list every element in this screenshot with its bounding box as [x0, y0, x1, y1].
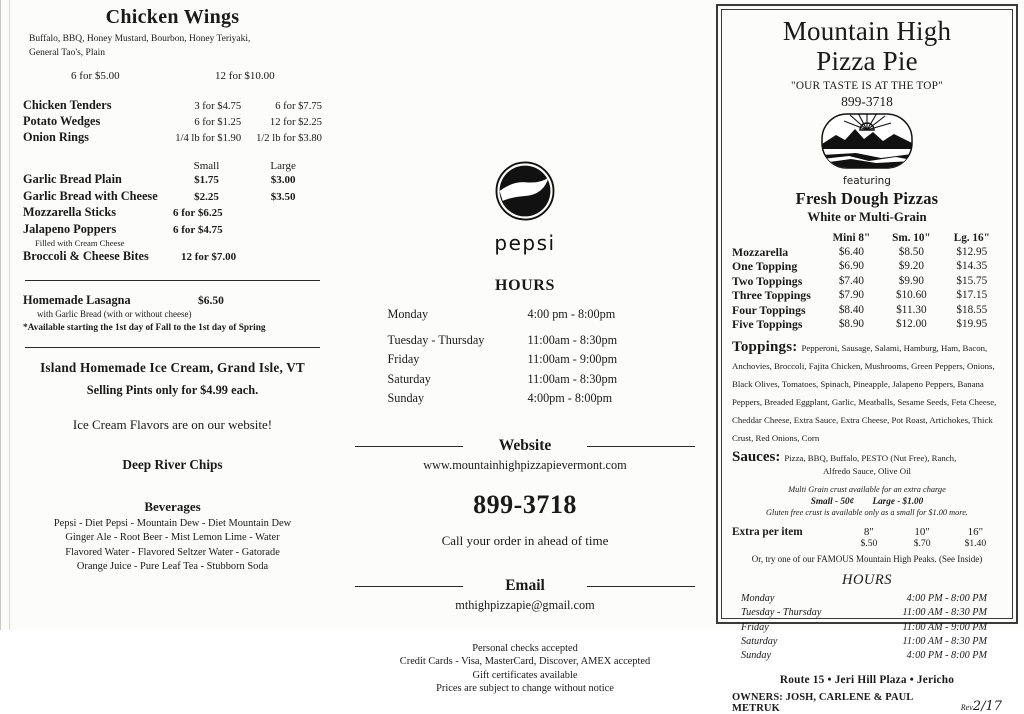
brand-slogan: "OUR TASTE IS AT THE TOP" [791, 80, 943, 92]
hours-row [741, 606, 993, 620]
item-price-2: 6 for $7.75 [275, 101, 322, 112]
extra-size-10: 10" [914, 525, 930, 538]
col-header-large: Lg. 16" [953, 232, 990, 244]
website-section-header [345, 437, 705, 455]
brand-title-line-2: Pizza Pie [816, 46, 918, 76]
item-name: Mozzarella Sticks [23, 205, 117, 219]
fineprint-line: Credit Cards - Visa, MasterCard, Discover, AMEX accepted [399, 656, 651, 667]
beverage-line: Flavored Water - Flavored Seltzer Water - Gatorade [65, 546, 280, 558]
ice-cream-pints: Selling Pints only for $4.99 each. [86, 382, 259, 397]
hours-day: Friday [741, 621, 769, 633]
item-name: Chicken Tenders [23, 98, 112, 112]
lasagna-note: with Garlic Bread (with or without cheese) [37, 308, 192, 319]
payment-fineprint [345, 642, 705, 696]
menu-row [23, 189, 322, 206]
item-price-large: $3.00 [270, 174, 296, 186]
item-note: Filled with Cream Cheese [35, 238, 125, 248]
item-name: Garlic Bread with Cheese [23, 188, 158, 203]
item-name: Garlic Bread Plain [23, 172, 122, 186]
rule-left [355, 586, 463, 587]
mountain-sunrise-logo-icon [821, 113, 913, 169]
price-small: $11.30 [896, 303, 927, 316]
wing-flavors-line-1: Buffalo, BBQ, Honey Mustard, Bourbon, Honey Teriyaki, [29, 34, 251, 44]
mountain-logo-block [732, 113, 1002, 174]
item-price-1: 3 for $4.75 [194, 101, 242, 112]
toppings-section [732, 338, 1002, 446]
price-mini: $7.40 [838, 274, 864, 287]
size-header-row [23, 160, 322, 172]
right-panel [716, 4, 1018, 714]
hours-time: 11:00 AM - 8:30 PM [902, 635, 987, 647]
row-label: Mozzarella [732, 245, 789, 259]
rule-left [355, 446, 463, 447]
ice-cream-headline: Island Homemade Ice Cream, Grand Isle, VT [40, 359, 305, 375]
price-large: $14.35 [956, 260, 988, 273]
column-header-small: Small [193, 160, 220, 172]
beverages-list [23, 517, 322, 575]
hours-day: Sunday [741, 650, 771, 662]
price-mini: $8.40 [838, 303, 864, 316]
ice-cream-flavors-note: Ice Cream Flavors are on our website! [72, 416, 273, 432]
famous-peaks-note: Or, try one of our FAMOUS Mountain High Peaks. (See Inside) [751, 553, 983, 564]
hours-row [741, 635, 993, 649]
right-panel-inner-border [721, 9, 1013, 714]
price-large: $18.55 [956, 303, 988, 316]
brand-phone[interactable]: 899-3718 [841, 94, 893, 109]
menu-row [23, 205, 322, 222]
hours-time: 11:00am - 8:30pm [527, 371, 618, 386]
item-price-2: 1/2 lb for $3.80 [256, 133, 322, 144]
item-price-large: $3.50 [270, 190, 296, 203]
item-price: 6 for $4.75 [173, 223, 223, 236]
left-panel [0, 0, 340, 630]
center-phone-number[interactable]: 899-3718 [473, 489, 577, 519]
brand-title-line-1: Mountain High [782, 16, 952, 46]
table-row [732, 259, 1002, 273]
table-row [732, 288, 1002, 302]
hours-row [388, 370, 663, 390]
wing-price-6: 6 for $5.00 [71, 70, 120, 82]
pepsi-wordmark: pepsi [494, 231, 556, 255]
hours-time: 4:00 PM - 8:00 PM [906, 650, 987, 662]
extra-per-item-row [732, 526, 1002, 538]
table-header-row [732, 232, 1002, 245]
extra-size-16: 16" [967, 525, 984, 538]
revision-value: 2/17 [972, 699, 1002, 714]
toppings-list: Pepperoni, Sausage, Salami, Hamburg, Ham, Bacon, Anchovies, Broccoli, Fajita Chicken, Mushrooms, Green Peppers, Onions, Black Olives, Tomatoes, Spinach, Pineapple, Jalapeno Peppers, Banana Peppers, Breaded Eggplant, Garlic, Meatballs, Sesame Seeds, Feta Cheese, Cheddar Cheese, Extra Sauce, Extra Cheese, Pot Roast, Artichokes, Thick Crust, Red Onions, Corn [732, 343, 997, 444]
row-label: Three Toppings [732, 288, 811, 303]
rule-right [587, 446, 695, 447]
email-label: Email [495, 577, 555, 594]
item-price-small: $1.75 [194, 174, 219, 186]
col-header-item [732, 232, 822, 245]
menu-row [23, 249, 322, 266]
item-price: $6.50 [198, 294, 224, 307]
wing-prices-row [23, 70, 322, 82]
spacer [23, 160, 169, 172]
toppings-label: Toppings: [732, 339, 798, 356]
hours-time: 4:00pm - 8:00pm [527, 391, 613, 405]
pepsi-globe-icon [494, 160, 556, 222]
revision-label: Rev [960, 703, 973, 713]
price-large: $12.95 [956, 246, 988, 258]
deep-river-chips-title: Deep River Chips [122, 456, 223, 472]
center-panel [345, 0, 705, 694]
owners-row [732, 692, 1002, 714]
hours-time: 11:00am - 8:30pm [527, 332, 618, 347]
item-name: Broccoli & Cheese Bites [23, 249, 149, 263]
item-price-1: 1/4 lb for $1.90 [175, 133, 242, 144]
center-hours-table [388, 305, 663, 409]
hours-row [388, 389, 663, 409]
menu-row [23, 172, 322, 189]
item-name: Potato Wedges [23, 114, 101, 128]
table-row [732, 303, 1002, 317]
price-large: $19.95 [956, 318, 988, 331]
hours-time: 11:00 AM - 9:00 PM [902, 621, 987, 633]
wing-price-12: 12 for $10.00 [215, 70, 275, 82]
hours-row [388, 331, 663, 351]
price-mini: $7.90 [838, 289, 864, 302]
row-label: Four Toppings [732, 302, 806, 317]
featuring-label: featuring [843, 175, 891, 187]
beverage-line: Ginger Ale - Root Beer - Mist Lemon Lime - Water [65, 532, 280, 543]
store-address: Route 15 • Jeri Hill Plaza • Jericho [779, 674, 955, 687]
price-mini: $6.90 [838, 260, 864, 273]
hours-row [741, 621, 993, 635]
column-header-large: Large [270, 160, 296, 172]
row-label: Five Toppings [732, 317, 803, 332]
website-label: Website [489, 437, 562, 454]
menu-row [23, 98, 322, 114]
price-small: $8.50 [898, 246, 924, 258]
pepsi-logo-block [345, 160, 705, 255]
beverages-title: Beverages [144, 498, 201, 514]
hours-row [741, 592, 993, 606]
multigrain-prices [732, 496, 1002, 506]
beverage-line: Pepsi - Diet Pepsi - Mountain Dew - Diet Mountain Dew [53, 517, 292, 529]
hours-day: Monday [741, 592, 775, 604]
extra-size-8: 8" [863, 525, 874, 538]
page-fold-line [9, 0, 10, 630]
hours-day: Saturday [387, 371, 431, 386]
menu-row [23, 130, 322, 146]
appetizers-list [23, 98, 322, 146]
col-header-mini: Mini 8" [832, 232, 871, 244]
call-ahead-note: Call your order in ahead of time [441, 532, 609, 548]
spacer [732, 538, 842, 549]
divider [25, 280, 320, 281]
table-row [732, 317, 1002, 331]
row-label: One Topping [732, 259, 798, 274]
hours-row [388, 350, 663, 370]
email-section-header [345, 577, 705, 595]
extra-price-10: $.70 [913, 537, 931, 549]
fineprint-line: Prices are subject to change without notice [436, 683, 614, 694]
sauces-label: Sauces: [732, 449, 781, 466]
multigrain-large-price: Large - $1.00 [872, 495, 924, 506]
hours-time: 4:00 PM - 8:00 PM [906, 592, 987, 604]
right-hours-table [741, 592, 993, 663]
price-large: $15.75 [956, 274, 988, 287]
item-price-small: $2.25 [194, 190, 219, 203]
website-url[interactable]: www.mountainhighpizzapievermont.com [423, 457, 627, 472]
table-row [732, 245, 1002, 259]
item-name: Onion Rings [23, 130, 89, 144]
hours-day: Monday [387, 307, 429, 321]
beverage-line: Orange Juice - Pure Leaf Tea - Stubborn Soda [76, 561, 269, 572]
row-label: Two Toppings [732, 273, 803, 288]
table-row [732, 274, 1002, 288]
extra-per-item-prices [732, 538, 1002, 549]
item-price: 12 for $7.00 [181, 251, 237, 263]
hours-row [388, 305, 663, 325]
owners-label: OWNERS: JOSH, CARLENE & PAUL METRUK [732, 692, 913, 714]
extra-price-16: $1.40 [964, 537, 987, 549]
rule-right [587, 586, 695, 587]
hours-day: Tuesday - Thursday [741, 607, 822, 619]
sauces-list-line-2: Alfredo Sauce, Olive Oil [823, 466, 911, 477]
col-header-small: Sm. 10" [892, 232, 931, 244]
email-address[interactable]: mthighpizzapie@gmail.com [455, 597, 595, 612]
menu-row [23, 114, 322, 130]
price-small: $9.20 [898, 260, 924, 273]
fineprint-line: Personal checks accepted [472, 642, 578, 654]
pizza-price-table [732, 232, 1002, 331]
crust-types: White or Multi-Grain [807, 210, 927, 224]
price-small: $12.00 [895, 318, 927, 331]
item-name: Homemade Lasagna [23, 292, 131, 307]
multigrain-note: Multi Grain crust available for an extra charge [788, 485, 946, 495]
fresh-dough-title: Fresh Dough Pizzas [795, 189, 939, 208]
price-small: $10.60 [895, 289, 927, 302]
hours-day: Tuesday - Thursday [387, 332, 485, 347]
multigrain-small-price: Small - 50¢ [810, 495, 855, 506]
gluten-free-note: Gluten free crust is available only as a small for $1.00 more. [766, 507, 968, 517]
item-price-1: 6 for $1.25 [194, 117, 242, 128]
fineprint-line: Gift certificates available [472, 669, 578, 681]
hours-day: Sunday [387, 391, 425, 405]
price-mini: $6.40 [838, 246, 864, 258]
right-hours-title: HOURS [841, 571, 893, 588]
chicken-wings-title: Chicken Wings [105, 6, 240, 28]
ice-cream-section [23, 360, 322, 433]
hours-day: Friday [387, 352, 420, 366]
price-mini: $8.90 [838, 318, 864, 331]
menu-row [23, 222, 322, 239]
item-price: 6 for $6.25 [173, 207, 223, 219]
hours-day: Saturday [741, 635, 778, 647]
wing-flavors-line-2: General Tao's, Plain [29, 47, 106, 58]
revision-mark [961, 699, 1002, 714]
item-name: Jalapeno Poppers [23, 221, 117, 236]
item-price-2: 12 for $2.25 [269, 117, 322, 128]
lasagna-availability: *Available starting the 1st day of Fall to the 1st day of Spring [23, 322, 266, 333]
sauces-section [732, 448, 1002, 476]
hours-time: 4:00 pm - 8:00pm [527, 307, 616, 321]
hours-time: 11:00am - 9:00pm [527, 352, 618, 366]
center-hours-title: HOURS [495, 277, 555, 294]
price-small: $9.90 [898, 274, 924, 287]
extra-price-8: $.50 [860, 537, 878, 549]
price-large: $17.15 [956, 289, 988, 302]
hours-time: 11:00 AM - 8:30 PM [902, 607, 987, 619]
hours-row [741, 649, 993, 663]
extra-per-item-label: Extra per item [732, 525, 803, 538]
sauces-list: Pizza, BBQ, Buffalo, PESTO (Nut Free), Ranch, [784, 453, 957, 464]
lasagna-row [23, 293, 322, 308]
divider [25, 347, 320, 348]
